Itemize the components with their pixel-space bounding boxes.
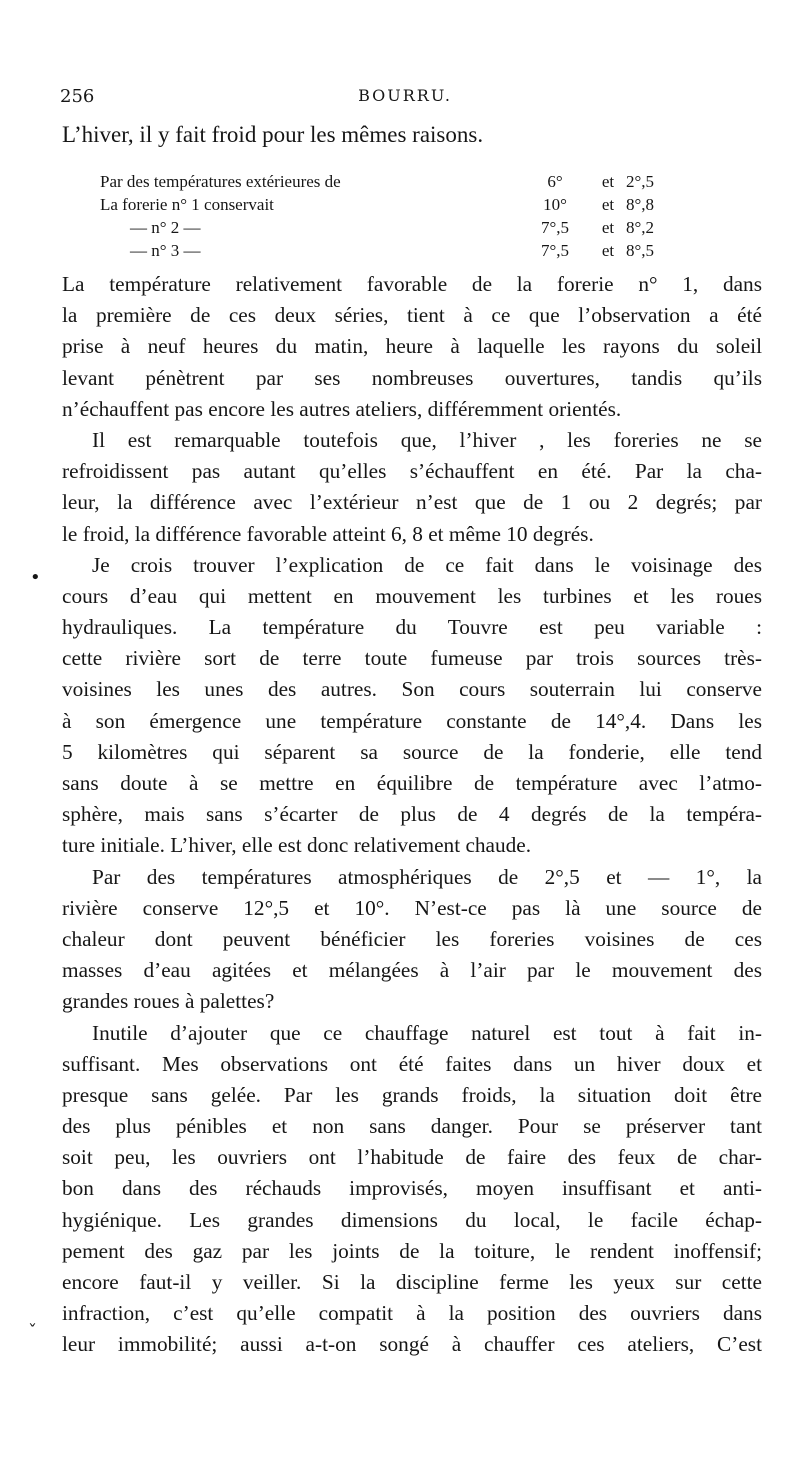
- conjunction: et: [601, 195, 615, 214]
- text-line: Je crois trouver l’explication de ce fait dans le voisinage des: [92, 552, 762, 577]
- text-line: leur, la différence avec l’extérieur n’est que de 1 ou 2 degrés; par: [62, 490, 762, 515]
- text-line: prise à neuf heures du matin, heure à laquelle les rayons du soleil: [62, 334, 762, 359]
- value-b: 8°,5: [626, 241, 655, 260]
- page-number: 256: [60, 86, 95, 107]
- table-row: [100, 239, 700, 262]
- text-line: levant pénètrent par ses nombreuses ouvertures, tandis qu’ils: [62, 365, 762, 390]
- text-line: suffisant. Mes observations ont été faites dans un hiver doux et: [62, 1051, 762, 1076]
- text-line: infraction, c’est qu’elle compatit à la position des ouvriers dans: [62, 1301, 762, 1326]
- text-line: hydrauliques. La température du Touvre est peu variable :: [62, 615, 762, 640]
- text-line: Inutile d’ajouter que ce chauffage naturel est tout à fait in-: [92, 1020, 762, 1045]
- text-line: cette rivière sort de terre toute fumeuse par trois sources très-: [62, 646, 762, 671]
- value-a: 7°,5: [540, 218, 570, 237]
- text-line: la première de ces deux séries, tient à ce que l’observation a été: [62, 303, 762, 328]
- conjunction: et: [601, 241, 615, 260]
- value-b: 2°,5: [626, 172, 655, 191]
- text-line: soit peu, les ouvriers ont l’habitude de faire des feux de char-: [62, 1145, 762, 1170]
- text-line: presque sans gelée. Par les grands froids, la situation doit être: [62, 1082, 762, 1107]
- row-label: Par des températures extérieures de: [100, 172, 341, 191]
- text-line: ture initiale. L’hiver, elle est donc relativement chaude.: [62, 833, 532, 858]
- text-line: voisines les unes des autres. Son cours souterrain lui conserve: [62, 677, 762, 702]
- table-row: [100, 216, 700, 239]
- table-row: [100, 170, 700, 193]
- text-line: pement des gaz par les joints de la toiture, le rendent inoffensif;: [62, 1238, 762, 1263]
- text-line: Par des températures atmosphériques de 2°,5 et — 1°, la: [92, 864, 762, 889]
- body-text: [62, 269, 762, 1361]
- text-line: sphère, mais sans s’écarter de plus de 4 degrés de la tempéra-: [62, 802, 762, 827]
- text-line: encore faut-il y veiller. Si la discipline ferme les yeux sur cette: [62, 1270, 762, 1294]
- temperature-table: [100, 170, 700, 262]
- text-line: 5 kilomètres qui séparent sa source de la fonderie, elle tend: [62, 739, 762, 764]
- text-line: masses d’eau agitées et mélangées à l’air par le mouvement des: [62, 958, 762, 983]
- row-label: La forerie n° 1 conservait: [100, 195, 274, 214]
- text-line: n’échauffent pas encore les autres ateliers, différemment orientés.: [62, 396, 622, 421]
- text-line: leur immobilité; aussi a-t-on songé à chauffer ces ateliers, C’est: [62, 1332, 762, 1357]
- value-a: 7°,5: [540, 241, 570, 260]
- text-line: chaleur dont peuvent bénéficier les foreries voisines de ces: [62, 926, 762, 951]
- conjunction: et: [601, 218, 615, 237]
- text-line: grandes roues à palettes?: [62, 989, 275, 1014]
- conjunction: et: [601, 172, 615, 191]
- text-line: refroidissent pas autant qu’elles s’échauffent en été. Par la cha-: [62, 459, 762, 484]
- row-label: — n° 2 —: [130, 218, 201, 237]
- text-line: Il est remarquable toutefois que, l’hiver , les foreries ne se: [92, 427, 762, 452]
- intro-line: L’hiver, il y fait froid pour les mêmes raisons.: [62, 122, 484, 147]
- page-header: [60, 86, 750, 110]
- text-line: rivière conserve 12°,5 et 10°. N’est-ce pas là une source de: [62, 895, 762, 920]
- text-line: hygiénique. Les grandes dimensions du local, le facile échap-: [62, 1207, 762, 1232]
- text-line: La température relativement favorable de la forerie n° 1, dans: [62, 272, 762, 296]
- margin-ink-mark: ˯: [28, 1306, 37, 1327]
- row-label: — n° 3 —: [130, 241, 201, 260]
- value-a: 6°: [547, 172, 563, 191]
- text-line: des plus pénibles et non sans danger. Pour se préserver tant: [62, 1114, 762, 1139]
- value-a: 10°: [543, 195, 567, 214]
- value-b: 8°,8: [626, 195, 655, 214]
- text-line: sans doute à se mettre en équilibre de température avec l’atmo-: [62, 771, 762, 795]
- value-b: 8°,2: [626, 218, 655, 237]
- margin-dot-mark: •: [30, 567, 41, 588]
- text-line: à son émergence une température constante de 14°,4. Dans les: [62, 708, 762, 733]
- text-line: le froid, la différence favorable atteint 6, 8 et même 10 degrés.: [62, 521, 594, 546]
- text-line: cours d’eau qui mettent en mouvement les turbines et les roues: [62, 583, 762, 608]
- table-row: [100, 193, 700, 216]
- running-head: BOURRU.: [358, 86, 452, 105]
- text-line: bon dans des réchauds improvisés, moyen insuffisant et anti-: [62, 1176, 762, 1201]
